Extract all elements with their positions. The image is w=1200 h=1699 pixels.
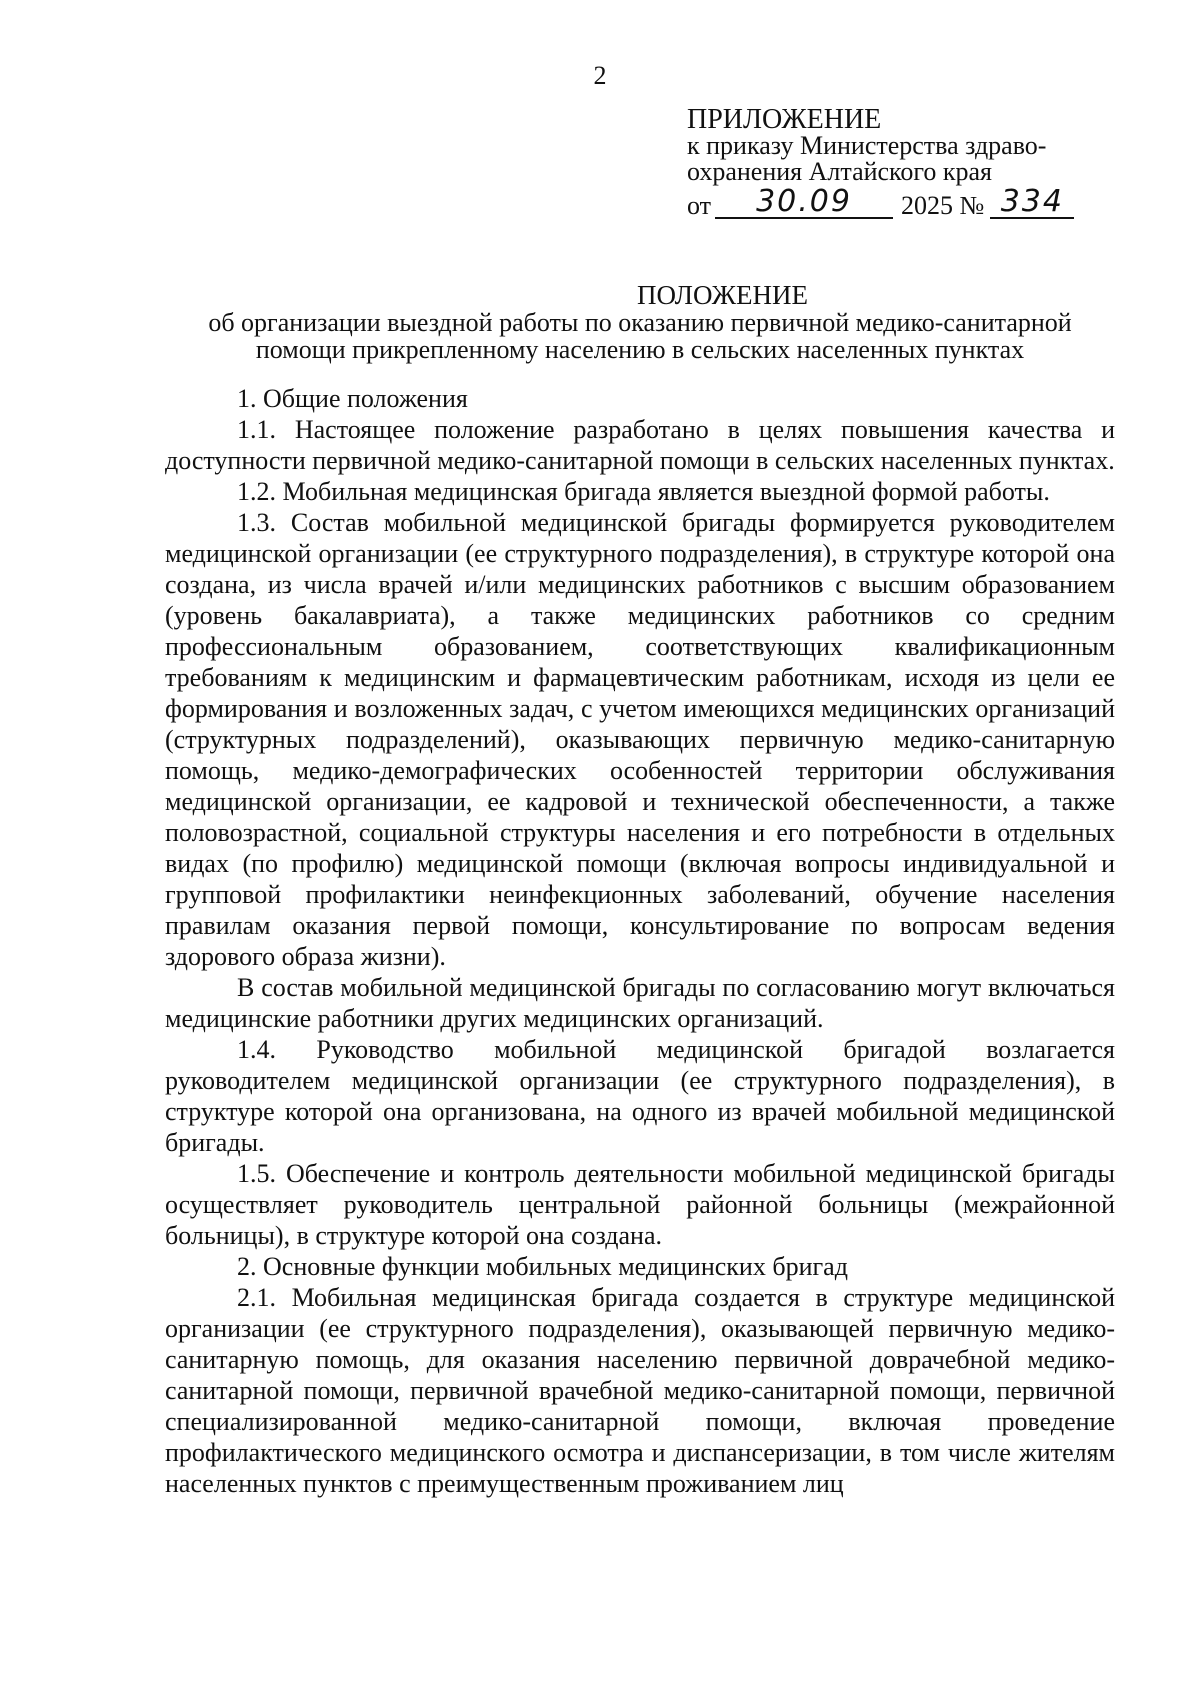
paragraph-1-5: 1.5. Обеспечение и контроль деятельности мобильной медицинской бригады осуществляет руководитель центральной районной больницы (межрайонной больницы), в структуре которой она создана. <box>165 1159 1115 1250</box>
paragraph-2-1: 2.1. Мобильная медицинская бригада создается в структуре медицинской организации (ее структурного подразделения), оказывающей первичную медико-санитарную помощь, для оказания населению первичной доврачебной медико-санитарной помощи, первичной врачебной медико-санитарной помощи, первичной специализированной медико-санитарной помощи, включая проведение профилактического медицинского осмотра и диспансеризации, в том числе жителям населенных пунктов с преимущественным проживанием лиц <box>165 1283 1115 1498</box>
handwritten-order-number: 334 <box>990 187 1074 219</box>
document-heading <box>165 282 1115 363</box>
section-heading-1: 1. Общие положения <box>237 384 468 413</box>
from-label: от <box>687 191 712 220</box>
document-title: ПОЛОЖЕНИЕ <box>637 280 808 310</box>
handwritten-date: 30.09 <box>715 187 893 219</box>
paragraph-1-3: 1.3. Состав мобильной медицинской бригады формируется руководителем медицинской организации (ее структурного подразделения), в структуре которой она создана, из числа врачей и/или медицинских работников с высшим образованием (уровень бакалавриата), а также медицинских работников со средним профессиональным образованием, соответствующих квалификационным требованиям к медицинским и фармацевтическим работникам, исходя из цели ее формирования и возложенных задач, с учетом имеющихся медицинских организаций (структурных подразделений), оказывающих первичную медико-санитарную помощь, медико-демографических особенностей территории обслуживания медицинской организации, ее кадровой и технической обеспеченности, а также половозрастной, социальной структуры населения и его потребности в отдельных видах (по профилю) медицинской помощи (включая вопросы индивидуальной и групповой профилактики неинфекционных заболеваний, обучение населения правилам оказания первой помощи, консультирование по вопросам ведения здорового образа жизни). <box>165 508 1115 971</box>
paragraph-1-3-continued: В состав мобильной медицинской бригады по согласованию могут включаться медицинские работники других медицинских организаций. <box>165 973 1115 1033</box>
appendix-title: ПРИЛОЖЕНИЕ <box>687 104 882 135</box>
appendix-line-2: охранения Алтайского края <box>687 157 993 186</box>
page-number: 2 <box>593 61 607 90</box>
appendix-block <box>687 104 1107 220</box>
document-subtitle-line-1: об организации выездной работы по оказанию первичной медико-санитарной <box>208 308 1072 337</box>
order-date-number-line <box>687 184 1107 220</box>
appendix-line-1: к приказу Министерства здраво- <box>687 131 1047 160</box>
document-body <box>165 383 1115 1499</box>
paragraph-1-2: 1.2. Мобильная медицинская бригада является выездной формой работы. <box>237 477 1050 506</box>
section-heading-2: 2. Основные функции мобильных медицинских бригад <box>237 1252 848 1281</box>
order-year: 2025 № <box>901 191 985 220</box>
paragraph-1-1: 1.1. Настоящее положение разработано в целях повышения качества и доступности первичной медико-санитарной помощи в сельских населенных пунктах. <box>165 415 1115 475</box>
paragraph-1-4: 1.4. Руководство мобильной медицинской бригадой возлагается руководителем медицинской организации (ее структурного подразделения), в структуре которой она организована, на одного из врачей мобильной медицинской бригады. <box>165 1035 1115 1157</box>
document-subtitle-line-2: помощи прикрепленному населению в сельских населенных пунктах <box>255 335 1025 364</box>
